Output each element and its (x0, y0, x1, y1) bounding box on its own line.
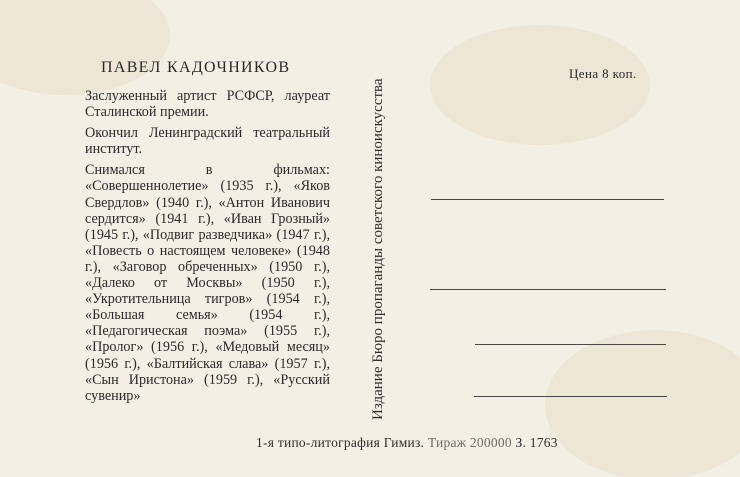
biography-education: Окончил Ленинградский театральный институт. (85, 125, 330, 158)
actor-biography (85, 88, 330, 404)
actor-name: ПАВЕЛ КАДОЧНИКОВ (101, 59, 291, 76)
address-line-2 (430, 289, 666, 290)
biography-filmography: Снимался в фильмах: «Совершеннолетие» (1935 г.), «Яков Свердлов» (1940 г.), «Антон Иванович сердится» (1941 г.), «Иван Грозный» (1945 г.), «Подвиг разведчика» (1947 г.), «Повесть о настоящем человеке» (1948 г.), «Заговор обреченных» (1950 г.), «Далеко от Москвы» (1950 г.), «Укротительница тигров» (1954 г.), «Большая семья» (1954 г.), «Педагогическая поэма» (1955 г.), «Пролог» (1956 г.), «Медовый месяц» (1956 г.), «Балтийская слава» (1957 г.), «Сын Иристона» (1959 г.), «Русский сувенир» (85, 162, 330, 404)
paper-stain (430, 25, 650, 145)
print-run: Тираж 200000 (427, 435, 512, 450)
price-label: Цена 8 коп. (569, 66, 637, 81)
paper-stain (0, 0, 170, 95)
address-line-1 (431, 199, 664, 200)
address-line-3 (475, 344, 666, 345)
biography-title: Заслуженный артист РСФСР, лауреат Сталинской премии. (85, 88, 330, 121)
publisher-vertical-text: Издание Бюро пропаганды советского киноискусства (370, 78, 386, 420)
print-info (256, 435, 558, 451)
address-line-4 (474, 396, 667, 397)
order-number: З. 1763 (515, 435, 558, 450)
paper-stain (545, 330, 740, 477)
printer-name: 1-я типо-литография Гимиз. (256, 435, 425, 450)
